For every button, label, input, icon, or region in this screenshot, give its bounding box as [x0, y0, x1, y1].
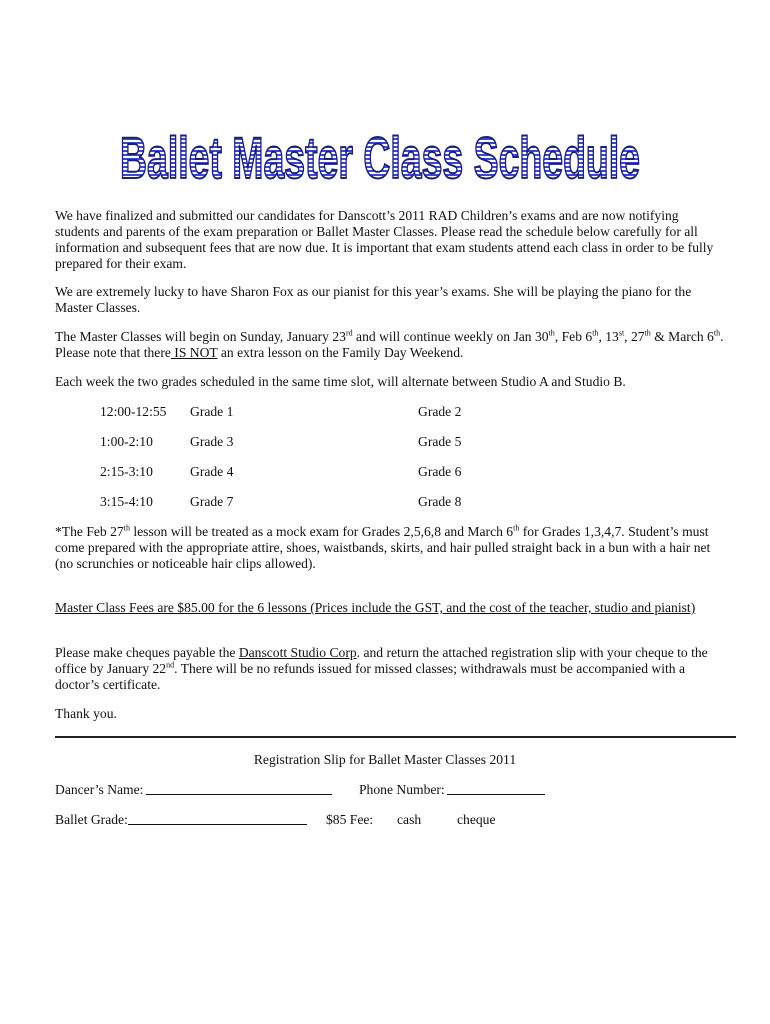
payment-paragraph: Please make cheques payable the Danscott Studio Corp. and return the attached registration slip with your cheque to the office by January 22nd. There will be no refunds issued for missed classes; withdrawals must be accompanied with a doctor’s certificate. [55, 645, 708, 692]
dancer-name-field[interactable] [146, 782, 332, 799]
dancer-name-label: Dancer’s Name: [55, 782, 144, 797]
payment-option-cheque[interactable]: cheque [457, 812, 496, 827]
schedule-row [0, 494, 770, 512]
schedule-time: 12:00-12:55 [100, 404, 167, 419]
fee-label: $85 Fee: [326, 812, 374, 827]
phone-number-label: Phone Number: [359, 782, 445, 797]
payee-name: Danscott Studio Corp [238, 645, 357, 660]
payment-option-cash[interactable]: cash [397, 812, 422, 827]
schedule-grade-a: Grade 1 [190, 404, 234, 419]
schedule-grade-a: Grade 4 [190, 464, 234, 479]
ballet-grade-field[interactable] [128, 812, 307, 829]
schedule-grade-b: Grade 8 [418, 494, 462, 509]
schedule-time: 3:15-4:10 [100, 494, 153, 509]
ballet-grade-label: Ballet Grade: [55, 812, 128, 827]
cut-line-divider [55, 736, 736, 738]
page-title [0, 106, 770, 202]
schedule-row [0, 434, 770, 452]
is-not-emphasis: IS NOT [170, 345, 218, 360]
schedule-dates-paragraph: The Master Classes will begin on Sunday, January 23rd and will continue weekly on Jan 30th, Feb 6th, 13st, 27th & March 6th. Please note that there IS NOT an extra lesson on the Family Day Weekend. [55, 328, 724, 360]
mock-exam-paragraph: *The Feb 27th lesson will be treated as a mock exam for Grades 2,5,6,8 and March 6th for Grades 1,3,4,7. Student’s must come prepared with the appropriate attire, shoes, waistbands, skirts, and hair pulled straight back in a bun with a hair net (no scrunchies or noticeable hair clips allowed). [55, 523, 711, 571]
title-text: Ballet Master Class Schedule [120, 126, 640, 191]
thanks-line: Thank you. [55, 706, 117, 721]
schedule-grade-b: Grade 5 [418, 434, 462, 449]
schedule-row [0, 404, 770, 422]
slip-title: Registration Slip for Ballet Master Classes 2011 [253, 752, 517, 767]
pianist-paragraph: We are extremely lucky to have Sharon Fox as our pianist for this year’s exams. She will be playing the piano for the Master Classes. [55, 284, 692, 315]
intro-paragraph: We have finalized and submitted our candidates for Danscott’s 2011 RAD Children’s exams and are now notifying students and parents of the exam preparation or Ballet Master Classes. Please read the schedule below carefully for all information and subsequent fees that are now due. It is important that exam students attend each class in order to be fully prepared for their exam. [55, 208, 714, 271]
schedule-grade-a: Grade 3 [190, 434, 234, 449]
schedule-grade-b: Grade 2 [418, 404, 462, 419]
schedule-time: 1:00-2:10 [100, 434, 153, 449]
fees-line: Master Class Fees are $85.00 for the 6 lessons (Prices include the GST, and the cost of the teacher, studio and pianist) [55, 600, 696, 615]
schedule-row [0, 464, 770, 482]
studio-paragraph: Each week the two grades scheduled in the same time slot, will alternate between Studio A and Studio B. [55, 374, 626, 389]
schedule-time: 2:15-3:10 [100, 464, 153, 479]
schedule-grade-a: Grade 7 [190, 494, 234, 509]
schedule-grade-b: Grade 6 [418, 464, 462, 479]
phone-number-field[interactable] [447, 782, 545, 799]
